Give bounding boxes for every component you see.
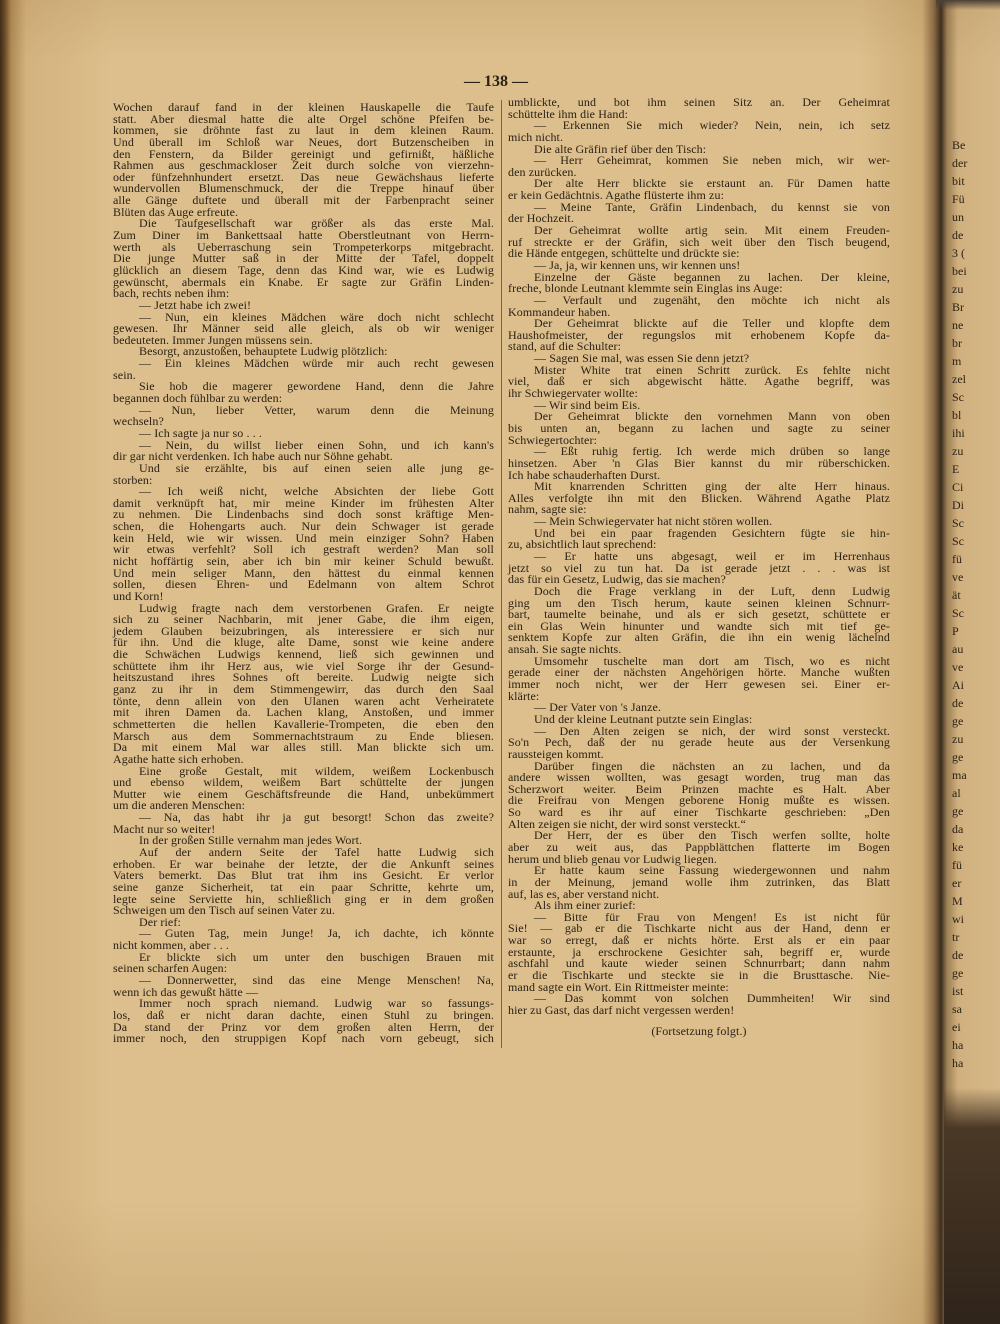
paragraph xyxy=(508,292,890,319)
text-line: — Nun, lieber Vetter, warum denn die Meinung xyxy=(139,402,494,417)
fragment-line: E xyxy=(952,462,960,476)
text-line: der Hochzeit. xyxy=(508,211,574,226)
fragment-line: sa xyxy=(952,1002,962,1016)
text-line: den Fenstern, da Bilder gereinigt und gefirnißt, häßliche xyxy=(113,146,494,161)
text-line: jetzt so viel zu tun hat. Da ist gerade jetzt . . . was ist xyxy=(508,560,890,575)
fragment-line: Sc xyxy=(952,516,964,530)
text-line: auf, las es, aber verstand nicht. xyxy=(508,886,660,901)
text-line: Darüber fingen die nächsten an zu lachen, und da xyxy=(534,758,890,773)
fragment-line: 3 ( xyxy=(952,246,965,260)
text-line: für ihn. Und die kluge, alte Dame, sonst wie keine andere xyxy=(113,635,494,650)
fragment-line: ve xyxy=(952,570,964,584)
text-line: werth als Ueberraschung sein Trompeterkorps mitgebracht. xyxy=(113,239,494,254)
paragraph xyxy=(113,928,494,951)
text-line: Wochen darauf fand in der kleinen Hauskapelle die Taufe xyxy=(113,100,494,114)
fragment-line: er xyxy=(952,876,962,890)
fragment-line: zu xyxy=(952,444,964,458)
text-line: zu, absichtlich laut sprechend: xyxy=(508,537,657,552)
fragment-line: ge xyxy=(952,750,964,764)
text-line: die Hände entgegen, schüttelte und drückte sie: xyxy=(508,246,740,261)
text-line: gerade einer der nächsten Angehörigen hörte. Manche wußten xyxy=(508,665,890,680)
text-line: Haushofmeister, der regungslos mit erhobenem Kopfe da- xyxy=(508,327,890,342)
text-line: dir gar nicht verdenken. Ich habe auch nur Söhne gehabt. xyxy=(113,449,393,464)
fragment-line: fü xyxy=(952,552,962,566)
column-divider xyxy=(501,100,502,1048)
fragment-line: Fü xyxy=(952,192,965,206)
text-line: Rahmen aus geschmackloser Zeit durch solche von vierzehn- xyxy=(113,158,494,173)
fragment-line: ge xyxy=(952,966,964,980)
paragraph xyxy=(508,481,890,516)
fragment-line: ei xyxy=(952,1020,961,1034)
text-line: — Erkennen Sie mich wieder? Nein, nein, ich setz xyxy=(534,118,890,133)
fragment-line: Br xyxy=(952,300,964,314)
paragraph xyxy=(113,486,494,602)
text-line: — Bitte für Frau von Mengen! Es ist nicht für xyxy=(534,909,890,924)
paragraph xyxy=(508,723,890,761)
text-line: Immer noch sprach niemand. Ludwig war so fassungs- xyxy=(139,996,494,1011)
paragraph xyxy=(113,381,494,404)
paragraph xyxy=(113,437,494,464)
text-line: aber zu weit aus, das Pappblättchen flatterte im Bogen xyxy=(508,840,890,854)
text-line: schüttete ihm ihr Herz aus, wie viel Sorge ihr der Gesund- xyxy=(113,658,494,673)
text-line: ging um den Tisch herum, kaute seinen kleinen Schnurr- xyxy=(508,595,890,610)
text-line: raussteigen kommt. xyxy=(508,746,604,761)
text-line: seine ganze Sicherheit, tat ein paar Schritte, kehrte um, xyxy=(113,879,494,894)
text-line: kein Held, wie wir wissen. Und mein einziger Sohn? Haben xyxy=(113,530,494,545)
text-line: bach, rechts neben ihm: xyxy=(113,286,230,301)
text-line: hier zu Gast, das darf nicht vergessen werden! xyxy=(508,1002,735,1017)
text-line: Als ihm einer zurief: xyxy=(534,898,636,913)
text-line: Und mein seliger Mann, den hättest du einmal kennen xyxy=(113,565,494,580)
text-line: Marsch aus dem Sommernachtstraum zu Ende bliesen. xyxy=(113,728,494,743)
text-line: — Meine Tante, Gräfin Lindenbach, du kennst sie von xyxy=(534,199,890,214)
fragment-line: de xyxy=(952,948,964,962)
paragraph xyxy=(113,218,494,299)
paragraph xyxy=(508,548,890,587)
fragment-line: zu xyxy=(952,732,964,746)
text-line: bart, taumelte beinahe, und als er sich gesetzt, schüttete er xyxy=(508,607,890,622)
text-line: seinen scharfen Augen: xyxy=(113,961,228,976)
paragraph xyxy=(113,812,494,835)
text-line: andere wissen wollten, was gesagt worden, trug man das xyxy=(508,770,890,785)
text-line: in der Meinung, jemand wolle ihm zutrinken, das Blatt xyxy=(508,874,890,889)
text-line: aschfahl und kaute wieder seinen Schnurrbart; dann nahm xyxy=(508,956,890,971)
fragment-line: ihi xyxy=(952,426,965,440)
paragraph xyxy=(508,362,890,401)
text-line: — Sagen Sie mal, was essen Sie denn jetzt? xyxy=(534,351,750,366)
text-line: klärte: xyxy=(508,688,540,703)
text-line: — Donnerwetter, sind das eine Menge Menschen! Na, xyxy=(139,973,494,988)
text-line: den zurücken. xyxy=(508,164,577,179)
text-line: heitszustand ihres Sohnes oft bereite. Ludwig neigte sich xyxy=(113,670,494,685)
fragment-line: zel xyxy=(952,372,966,386)
paragraph xyxy=(508,758,890,831)
text-line: Der Herr, der es über den Tisch werfen sollte, holte xyxy=(534,828,890,843)
text-line: Schweigen um den Tisch auf seinen Vater zu. xyxy=(113,903,336,918)
fragment-line: P xyxy=(952,624,959,638)
text-line: gewünscht, abermals ein Knabe. Er sagte zur Gräfin Linden- xyxy=(113,274,494,289)
text-line: Schwiegertochter: xyxy=(508,432,597,447)
text-column-left xyxy=(113,102,494,1045)
text-line: — Ich weiß nicht, welche Absichten der liebe Gott xyxy=(139,484,494,499)
text-line: — Er hatte uns abgesagt, weil er im Herrenhaus xyxy=(534,548,890,563)
paragraph xyxy=(508,269,890,296)
text-line: bis unten an, begann zu lachen und sagte zu seiner xyxy=(508,420,890,435)
text-line: herum und blieb genau vor Ludwig liegen. xyxy=(508,851,717,866)
text-line: Der rief: xyxy=(139,914,181,929)
text-line: — Nein, du willst lieber einen Sohn, und ich kann's xyxy=(139,437,494,452)
text-line: — Eßt ruhig fertig. Ich werde mich drüben so lange xyxy=(534,444,890,459)
scan-background-corner xyxy=(944,1088,1000,1324)
text-line: Scherzwort weiter. Beim Prinzen machte es Halt. Aber xyxy=(508,781,890,796)
text-line: sollen, diesen Ehren- und Edelmann von altem Schrot xyxy=(113,577,494,592)
fragment-line: der xyxy=(952,156,968,170)
text-line: Mit knarrenden Schritten ging der alte Herr hinaus. xyxy=(534,479,890,494)
text-line: — Na, das habt ihr ja gut besorgt! Schon das zweite? xyxy=(139,810,494,825)
text-line: ansah. Sie sagte nichts. xyxy=(508,642,622,657)
fragment-line: Di xyxy=(952,498,964,512)
paragraph xyxy=(508,583,890,657)
text-line: — Der Vater von 's Janze. xyxy=(534,700,662,715)
text-line: — Nun, ein kleines Mädchen wäre doch nicht schlecht xyxy=(139,309,494,324)
text-line: gewesen. Ihr Männer seid alle gleich, als ob wir weniger xyxy=(113,321,494,336)
text-line: Da mit einem Mal war alles still. Man blickte sich um. xyxy=(113,740,494,755)
text-line: immer noch nicht, wer der Herr gewesen sei. Einer er- xyxy=(508,677,890,692)
paragraph xyxy=(508,155,890,178)
text-line: Der Geheimrat wollte artig sein. Mit einem Freuden- xyxy=(534,223,890,238)
text-line: — Mein Schwiegervater hat nicht stören wollen. xyxy=(534,514,773,529)
text-line: In der großen Stille vernahm man jedes Wort. xyxy=(139,833,363,848)
text-line: — Herr Geheimrat, kommen Sie neben mich, wir wer- xyxy=(534,153,890,168)
text-line: — Verfault und zugenäht, den möchte ich nicht als xyxy=(534,292,890,307)
text-line: mich nicht. xyxy=(508,129,564,144)
text-line: So ward es ihr auf einer Tischkarte geschrieben: „Den xyxy=(508,805,890,820)
text-line: Der alte Herr blickte sie erstaunt an. Für Damen hatte xyxy=(534,176,890,191)
text-line: jedem Glauben beizubringen, als interessiere er sich nur xyxy=(113,623,494,638)
fragment-line: tr xyxy=(952,930,960,944)
text-line: schüttelte ihm die Hand: xyxy=(508,106,629,121)
text-line: die Freifrau von Mengen geborene Honig mußte es wissen. xyxy=(508,793,890,808)
text-line: Er blickte sich um unter den buschigen Brauen mit xyxy=(139,949,494,964)
text-line: Auf der andern Seite der Tafel hatte Ludwig sich xyxy=(139,845,494,859)
text-line: legte seine Serviette hin, schließlich ging er in dem großen xyxy=(113,891,494,906)
text-line: wir etwas verfehlt? Soll ich gestraft werden? Man soll xyxy=(113,542,494,557)
paragraph xyxy=(113,309,494,347)
paragraph xyxy=(508,653,890,703)
fragment-line: da xyxy=(952,822,964,836)
paragraph xyxy=(113,975,494,998)
text-column-right xyxy=(508,97,890,1038)
adjacent-page-column xyxy=(952,136,998,1086)
fragment-line: bei xyxy=(952,264,967,278)
text-line: Da stand der Prinz vor dem großen alten Herrn, der xyxy=(113,1019,494,1034)
text-line: hinsetzen. Aber 'n Glas Bier kannst du mir rüberschicken. xyxy=(508,455,890,470)
text-line: sein. xyxy=(113,367,136,382)
text-line: Und überall im Schloß war Neues, dort Butzenscheiben in xyxy=(113,134,494,149)
text-line: Besorgt, anzustoßen, behauptete Ludwig plötzlich: xyxy=(139,344,388,359)
text-line: Der Geheimrat blickte den vornehmen Mann von oben xyxy=(534,409,890,424)
paragraph xyxy=(508,865,890,900)
text-line: immer noch, den struppigen Kopf nach vorn gebeugt, sich xyxy=(113,1031,494,1046)
fragment-line: al xyxy=(952,786,961,800)
text-line: Zum Diner im Bankettsaal hatte Oberstleutnant von Herrn- xyxy=(113,228,494,243)
text-line: nahm, sagte sie: xyxy=(508,502,587,517)
text-line: Vaters bemerkt. Das Blut trat ihm ins Gesicht. Er verlor xyxy=(113,868,494,883)
text-line: — Ja, ja, wir kennen uns, wir kennen uns! xyxy=(534,257,741,272)
paragraph xyxy=(508,411,890,446)
fragment-line: ge xyxy=(952,714,964,728)
text-line: Kommandeur haben. xyxy=(508,304,611,319)
text-line: Agathe hatte sich erhoben. xyxy=(113,751,244,766)
text-line: kommen, sie dröhnte fast zu laut in dem kleinen Raum. xyxy=(113,123,494,138)
fragment-line: Sc xyxy=(952,534,964,548)
fragment-line: ma xyxy=(952,768,967,782)
text-line: Der Geheimrat blickte auf die Teller und klopfte dem xyxy=(534,316,890,331)
paragraph xyxy=(508,993,890,1016)
text-line: bedeuteten. Immer Jungen müssens sein. xyxy=(113,332,313,347)
text-line: freche, blonde Leutnant klemmte sein Einglas ins Auge: xyxy=(508,281,783,296)
text-line: statt. Aber diesmal hatte die alte Orgel schöne Pfeifen be- xyxy=(113,111,494,126)
text-line: stand, auf die Schulter: xyxy=(508,339,622,354)
continuation-note: (Fortsetzung folgt.) xyxy=(651,1023,747,1038)
text-line: storben: xyxy=(113,472,153,487)
paragraph xyxy=(113,949,494,976)
paragraph xyxy=(508,446,890,481)
fragment-line: fü xyxy=(952,858,962,872)
text-line: umblickte, und bot ihm seinen Sitz an. Der Geheimrat xyxy=(508,95,890,109)
text-line: die Schwächen Ludwigs kennend, ließ sich gewinnen und xyxy=(113,647,494,662)
text-line: ein Glas Wein hinunter und wandte sich mit tief ge- xyxy=(508,618,890,633)
text-line: senktem Kopfe zur alten Gräfin, die ihn ein wenig lächelnd xyxy=(508,630,890,645)
fragment-line: ist xyxy=(952,984,964,998)
text-line: zu nehmen. Die Lindenbachs sind doch sonst kräftige Men- xyxy=(113,507,494,522)
text-line: Einzelne der Gäste begannen zu lachen. Der kleine, xyxy=(534,269,890,284)
fragment-line: ha xyxy=(952,1056,964,1070)
text-line: und ebenso wildem, weißem Bart schüttelte der jungen xyxy=(113,775,494,790)
text-line: Mister White trat einen Schritt zurück. Es fehlte nicht xyxy=(534,362,890,377)
text-line: erhoben. Er war beinahe der letzte, der die Ankunft seines xyxy=(113,856,494,871)
text-line: Sie hob die magerer gewordene Hand, denn die Jahre xyxy=(139,379,494,394)
text-line: war so erregt, daß er nichts hörte. Erst als er ein paar xyxy=(508,933,890,948)
text-line: Alten zeigen sie nicht, der wird sonst versteckt.“ xyxy=(508,816,746,831)
text-line: mand sagte ein Wort. Ein Rittmeister meinte: xyxy=(508,979,729,994)
text-line: tönte, denn allein von den Ulanen waren acht Verheiratete xyxy=(113,693,494,708)
text-line: — Ein kleines Mädchen würde mir auch recht gewesen xyxy=(139,356,494,371)
text-line: Macht nur so weiter! xyxy=(113,821,216,836)
fragment-line: br xyxy=(952,336,962,350)
text-line: ruf streckte er der Gräfin, sich weit über den Tisch beugend, xyxy=(508,234,890,249)
text-line: — Guten Tag, mein Junge! Ja, ich dachte, ich könnte xyxy=(139,926,494,941)
text-line: schmetterten die hellen Kavallerie-Trompeten, die eben den xyxy=(113,716,494,731)
text-line: erstaunte, ja erschrockene Gesichter sah, begriff er, wurde xyxy=(508,944,890,959)
fragment-line: de xyxy=(952,228,964,242)
text-line: Die Taufgesellschaft war größer als das erste Mal. xyxy=(139,216,494,231)
paragraph xyxy=(113,460,494,487)
text-line: ihr Schwiegervater wollte: xyxy=(508,386,638,401)
text-line: begannen doch fühlbar zu werden: xyxy=(113,391,283,406)
fragment-line: wi xyxy=(952,912,964,926)
text-line: sich zu seiner Nachbarin, mit jener Gabe, die ihm eigen, xyxy=(113,612,494,627)
fragment-line: ke xyxy=(952,840,964,854)
paragraph xyxy=(508,525,890,552)
text-line: damit verknüpft hat, mir meine Kinder im frühesten Alter xyxy=(113,495,494,510)
text-line: Die junge Mutter saß in der Mitte der Tafel, doppelt xyxy=(113,251,494,266)
paragraph xyxy=(508,120,890,143)
text-line: Und sie erzählte, bis auf einen seien alle jung ge- xyxy=(139,460,494,475)
text-line: ganz zu ihr in dem Stimmengewirr, das durch den Saal xyxy=(113,682,494,697)
text-line: oder fünfzehnhundert ersetzt. Das neue Gewächshaus lieferte xyxy=(113,169,494,184)
text-line: Sie! — gab er die Tischkarte nicht aus der Hand, denn er xyxy=(508,921,890,936)
text-line: So'n Pech, daß der nu gerade heute aus der Versenkung xyxy=(508,735,890,750)
text-line: Ludwig fragte nach dem verstorbenen Grafen. Er neigte xyxy=(139,600,494,615)
text-line: das für ein Gesetz, Ludwig, das sie machen? xyxy=(508,572,726,587)
text-line: nicht hoffärtig sein, aber ich bin mir keiner Schuld bewußt. xyxy=(113,553,494,568)
text-line: Eine große Gestalt, mit wildem, weißem Lockenbusch xyxy=(139,763,494,778)
fragment-line: au xyxy=(952,642,964,656)
fragment-line: M xyxy=(952,894,963,908)
paragraph xyxy=(508,909,890,994)
text-line: — Ich sagte ja nur so . . . xyxy=(139,425,263,440)
text-line: Er hatte kaum seine Fassung wiedergewonnen und nahm xyxy=(534,863,890,878)
fragment-line: Ci xyxy=(952,480,964,494)
fragment-line: de xyxy=(952,696,964,710)
text-line: wundervollen Blumenschmuck, der die Treppe hinauf über xyxy=(113,181,494,196)
text-line: los, daß er nicht daran dachte, einen Stuhl zu bringen. xyxy=(113,1007,494,1022)
fragment-line: ha xyxy=(952,1038,964,1052)
text-line: — Wir sind beim Eis. xyxy=(534,397,641,412)
fragment-line: m xyxy=(952,354,962,368)
fragment-line: ät xyxy=(952,588,961,602)
text-line: Ich habe schauderhaften Durst. xyxy=(508,467,661,482)
text-line: nicht kommen, aber . . . xyxy=(113,938,230,953)
text-line: er die Tischkarte und steckte sie in die Brusttasche. Nie- xyxy=(508,968,890,983)
paragraph xyxy=(113,402,494,429)
text-line: wechseln? xyxy=(113,414,164,429)
text-line: — Das kommt von solchen Dummheiten! Wir sind xyxy=(534,991,890,1006)
paragraph xyxy=(113,998,494,1045)
fragment-line: ne xyxy=(952,318,964,332)
fragment-line: Be xyxy=(952,138,966,152)
text-line: Mutter wie einem Geschäftsfreunde die Hand, unbekümmert xyxy=(113,786,494,801)
fragment-line: un xyxy=(952,210,964,224)
fragment-line: ve xyxy=(952,660,964,674)
paragraph xyxy=(508,225,890,260)
fragment-line: Ai xyxy=(952,678,964,692)
text-line: mit ihren Damen da. Lachen klang, Anstoßen, und immer xyxy=(113,705,494,720)
text-line: er kein Gedächtnis. Agathe flüsterte ihm zu: xyxy=(508,188,724,203)
text-line: Umsomehr tuschelte man dort am Tisch, wo es nicht xyxy=(534,653,890,668)
text-line: wenn ich das gewußt hätte — xyxy=(113,984,258,999)
fragment-line: bl xyxy=(952,408,962,422)
text-line: alle Gänge duftete und überall mit der Farbenpracht seiner xyxy=(113,193,494,208)
text-line: — Jetzt habe ich zwei! xyxy=(139,297,252,312)
text-line: glücklich an diesem Tage, denn das Kind war, wie es Ludwig xyxy=(113,262,494,277)
text-line: schen, die Hohengarts auch. Nur dein Schwager ist gerade xyxy=(113,519,494,534)
text-line: und Korn! xyxy=(113,588,164,603)
text-line: Und der kleine Leutnant putzte sein Einglas: xyxy=(534,711,753,726)
paragraph xyxy=(508,199,890,226)
paragraph xyxy=(508,830,890,865)
text-line: um die anderen Menschen: xyxy=(113,798,246,813)
text-line: — Den Alten zeigen se nich, der wird sonst versteckt. xyxy=(534,723,890,738)
paragraph xyxy=(113,763,494,813)
text-line: Die alte Gräfin rief über den Tisch: xyxy=(534,141,707,156)
page-number: — 138 — xyxy=(464,73,528,90)
paragraph xyxy=(113,358,494,381)
paragraph xyxy=(508,318,890,353)
fragment-line: bit xyxy=(952,174,965,188)
fragment-line: zu xyxy=(952,282,964,296)
text-line: Doch die Frage verklang in der Luft, denn Ludwig xyxy=(534,583,890,598)
text-line: viel, daß er sich abgewischt hätte. Agathe begriff, was xyxy=(508,374,890,389)
text-line: Blüten das Auge erfreute. xyxy=(113,204,239,219)
fragment-line: ge xyxy=(952,804,964,818)
text-line: Alles verfolgte ihn mit den Blicken. Während Agathe Platz xyxy=(508,490,890,505)
paragraph xyxy=(508,97,890,120)
text-line: Und bei ein paar fragenden Gesichtern fügte sie hin- xyxy=(534,525,890,540)
fragment-line: Sc xyxy=(952,390,964,404)
paragraph xyxy=(508,178,890,201)
paragraph xyxy=(113,600,494,766)
scan-background-corner xyxy=(936,0,1000,10)
fragment-line: Sc xyxy=(952,606,964,620)
paragraph xyxy=(113,847,494,917)
paragraph xyxy=(113,102,494,218)
